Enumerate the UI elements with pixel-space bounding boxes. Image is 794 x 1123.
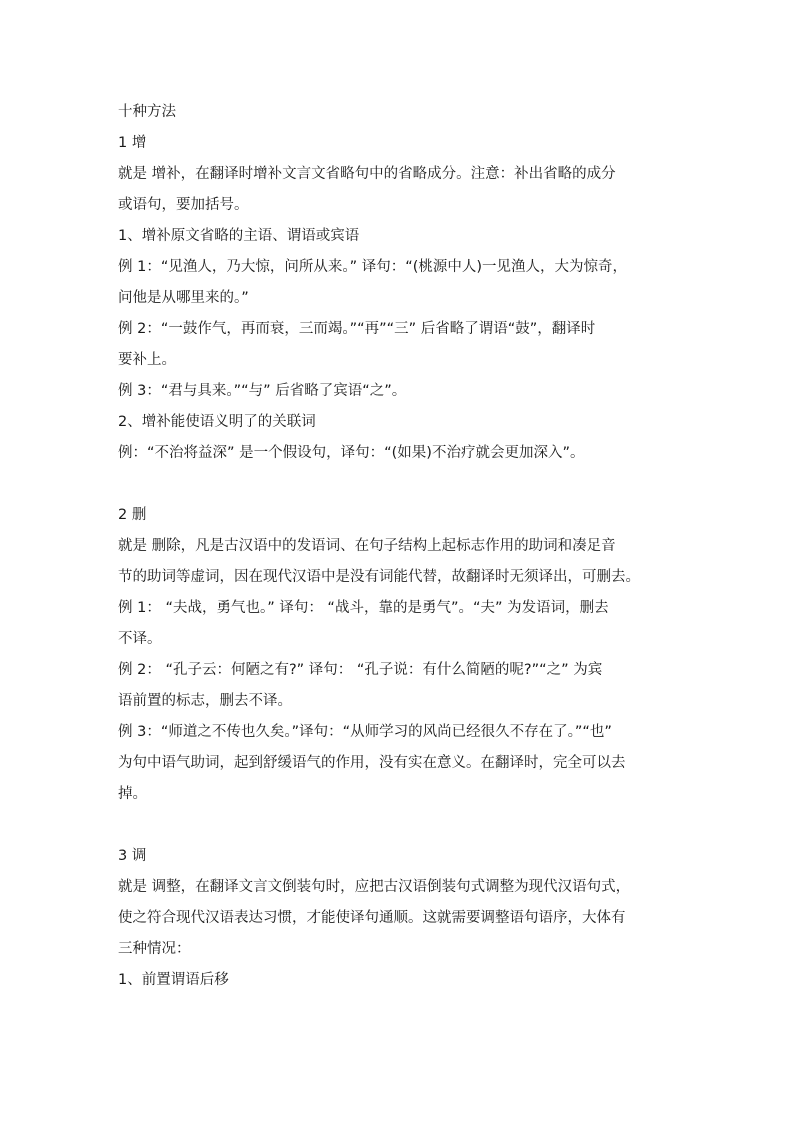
- section-2-line: 就是 删除，凡是古汉语中的发语词、在句子结构上起标志作用的助词和凑足音: [118, 538, 616, 554]
- section-3-line: 使之符合现代汉语表达习惯，才能使译句通顺。这就需要调整语句语序，大体有: [118, 910, 626, 926]
- section-spacer: [118, 810, 678, 841]
- section-1-line: 问他是从哪里来的。”: [118, 290, 249, 306]
- document-title: 十种方法: [118, 104, 176, 120]
- section-1-line: 就是 增补，在翻译时增补文言文省略句中的省略成分。注意：补出省略的成分: [118, 166, 616, 182]
- document-body: [118, 97, 678, 996]
- section-1-heading: 1 增: [118, 135, 147, 151]
- section-3-line: 1、前置谓语后移: [118, 972, 229, 988]
- section-3-line: 三种情况：: [118, 941, 191, 957]
- section-2-line: 节的助词等虚词，因在现代汉语中是没有词能代替，故翻译时无须译出，可删去。: [118, 569, 640, 585]
- section-1-line: 2、增补能使语义明了的关联词: [118, 414, 316, 430]
- section-1-line: 例：“不治将益深” 是一个假设句，译句：“(如果)不治疗就会更加深入”。: [118, 445, 585, 461]
- section-1-line: 例 3：“君与具来。”“与” 后省略了宾语“之”。: [118, 383, 407, 399]
- section-2-heading: 2 删: [118, 507, 147, 523]
- section-1-line: 或语句，要加括号。: [118, 197, 249, 213]
- section-1-line: 要补上。: [118, 352, 176, 368]
- section-2-line: 掉。: [118, 786, 147, 802]
- section-2-line: 为句中语气助词，起到舒缓语气的作用，没有实在意义。在翻译时，完全可以去: [118, 755, 626, 771]
- section-2-line: 例 2： “孔子云：何陋之有?” 译句： “孔子说：有什么简陋的呢?”“之” 为宾: [118, 662, 603, 678]
- section-2-line: 例 1： “夫战，勇气也。” 译句： “战斗，靠的是勇气”。“夫” 为发语词，删去: [118, 600, 609, 616]
- section-2-line: 例 3：“师道之不传也久矣。”译句：“从师学习的风尚已经很久不存在了。”“也”: [118, 724, 612, 740]
- section-spacer: [118, 469, 678, 500]
- section-2-line: 语前置的标志，删去不译。: [118, 693, 292, 709]
- section-1-line: 例 2：“一鼓作气，再而衰，三而竭。”“再”“三” 后省略了谓语“鼓”，翻译时: [118, 321, 596, 337]
- section-3-line: 就是 调整，在翻译文言文倒装句时，应把古汉语倒装句式调整为现代汉语句式，: [118, 879, 631, 895]
- section-3-heading: 3 调: [118, 848, 147, 864]
- section-1-line: 1、增补原文省略的主语、谓语或宾语: [118, 228, 360, 244]
- section-1-line: 例 1：“见渔人，乃大惊，问所从来。” 译句：“(桃源中人)一见渔人，大为惊奇，: [118, 259, 628, 275]
- section-2-line: 不译。: [118, 631, 162, 647]
